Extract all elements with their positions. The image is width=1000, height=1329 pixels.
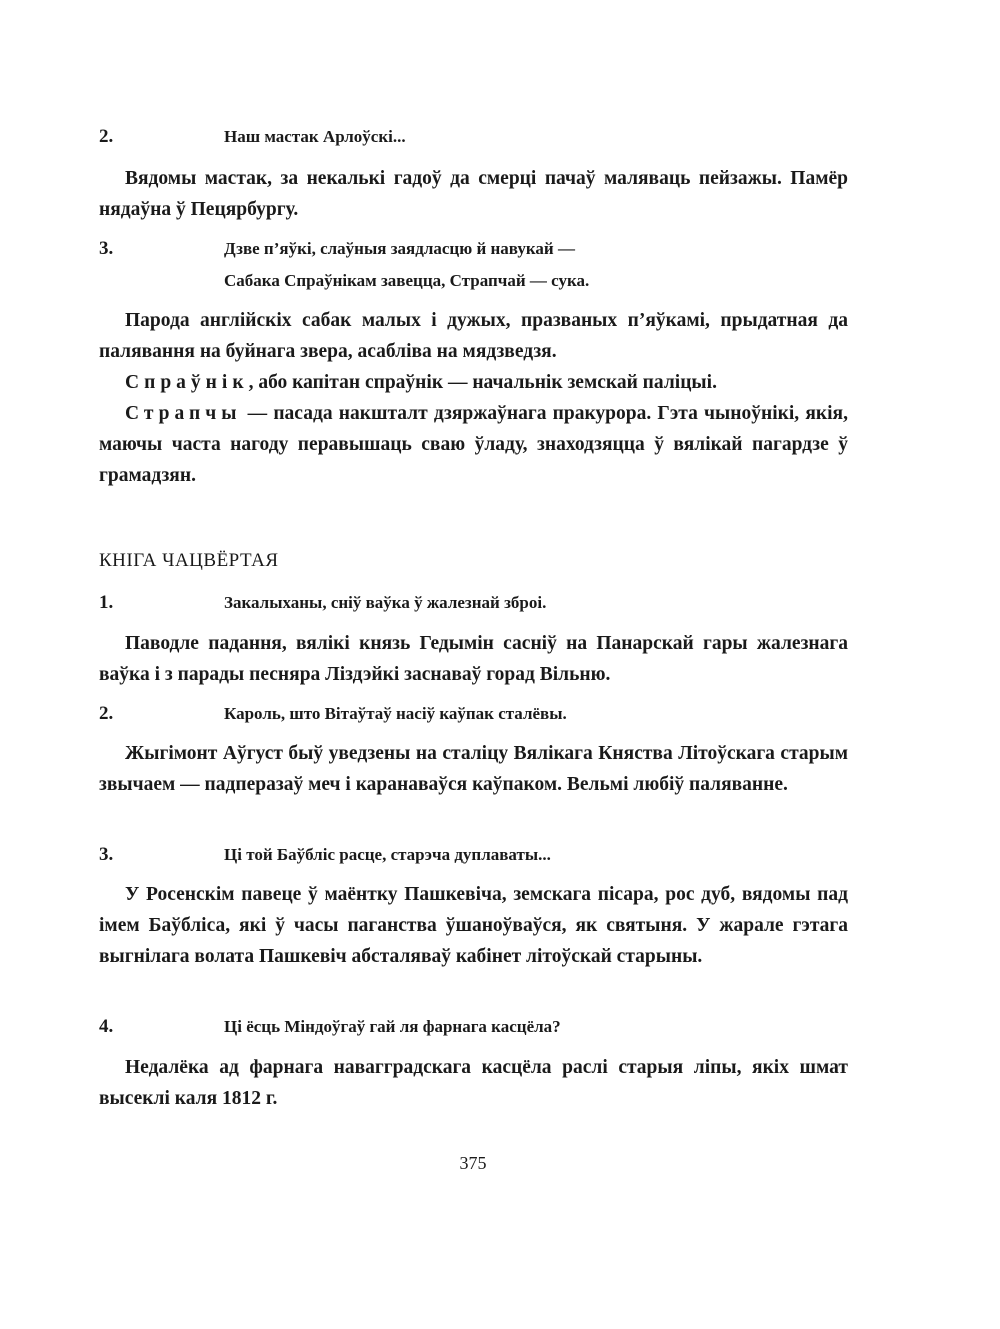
note-quote-line-2: Сабака Спраўнікам завецца, Страпчай — сука. — [224, 271, 590, 290]
note-commentary: Вядомы мастак, за некалькі гадоў да смерці пачаў маляваць пейзажы. Памёр нядаўна ў Пецярбургу. — [99, 168, 848, 220]
note-heading — [99, 234, 859, 264]
note-heading-continued — [99, 266, 859, 296]
note-quote: Ці ёсць Міндоўгаў гай ля фарнага касцёла? — [224, 1017, 561, 1036]
term-definition — [99, 398, 848, 491]
note-heading — [99, 122, 859, 152]
note-number: 1. — [99, 592, 114, 613]
defined-term: Спраўнік — [125, 372, 249, 393]
note-number: 3. — [99, 844, 114, 865]
note-commentary: У Росенскім павеце ў маёнтку Пашкевіча, земскага пісара, рос дуб, вядомы пад імем Баўбліса, які ў часы паганства ўшаноўваўся, як святыня. У жарале гэтага выгнілага волата Пашкевіч абсталяваў кабінет літоўскай старыны. — [99, 884, 848, 967]
note-number: 3. — [99, 238, 114, 259]
note-commentary: Жыгімонт Аўгуст быў уведзены на сталіцу Вялікага Княства Літоўскага старым звычаем — падперазаў меч і каранаваўся каўпаком. Вельмі любіў паляванне. — [99, 743, 848, 795]
note-quote: Ці той Баўбліс расце, старэча дуплаваты... — [224, 845, 551, 864]
note-quote: Закалыханы, сніў ваўка ў жалезнай зброі. — [224, 593, 547, 612]
note-number: 2. — [99, 126, 114, 147]
term-text: , або капітан спраўнік — начальнік земскай паліцыі. — [248, 372, 717, 393]
note-commentary: Паводле падання, вялікі князь Гедымін сасніў на Панарскай гары жалезнага ваўка і з парады песняра Ліздэйкі заснаваў горад Вільню. — [99, 633, 848, 685]
note-commentary: Недалёка ад фарнага навагградскага касцёла раслі старыя ліпы, якіх шмат высеклі каля 1812 г. — [99, 1057, 848, 1109]
note-number: 4. — [99, 1016, 114, 1037]
note-quote: Наш мастак Арлоўскі... — [224, 127, 406, 146]
note-heading — [99, 588, 859, 618]
page-number: 375 — [459, 1153, 487, 1173]
note-number: 2. — [99, 703, 114, 724]
term-definition — [99, 367, 848, 398]
note-commentary: Парода англійскіх сабак малых і дужых, празваных п’яўкамі, прыдатная да палявання на буйнага звера, асабліва на мядзведзя. — [99, 310, 848, 362]
section-title: КНІГА ЧАЦВЁРТАЯ — [99, 550, 279, 571]
note-heading — [99, 699, 859, 729]
defined-term: Страпчы — [125, 403, 242, 424]
note-heading — [99, 840, 859, 870]
note-quote-line-1: Дзве п’яўкі, слаўныя заядласцю й навукай — — [224, 239, 575, 258]
note-heading — [99, 1012, 859, 1042]
note-quote: Кароль, што Вітаўтаў насіў каўпак сталёвы. — [224, 704, 567, 723]
term-text: — пасада накшталт дзяржаўнага пракурора. Гэта чыноўнікі, якія, маючы часта нагоду перавышаць сваю ўладу, знаходзяцца ў вялікай пагардзе ў грамадзян. — [99, 403, 848, 486]
